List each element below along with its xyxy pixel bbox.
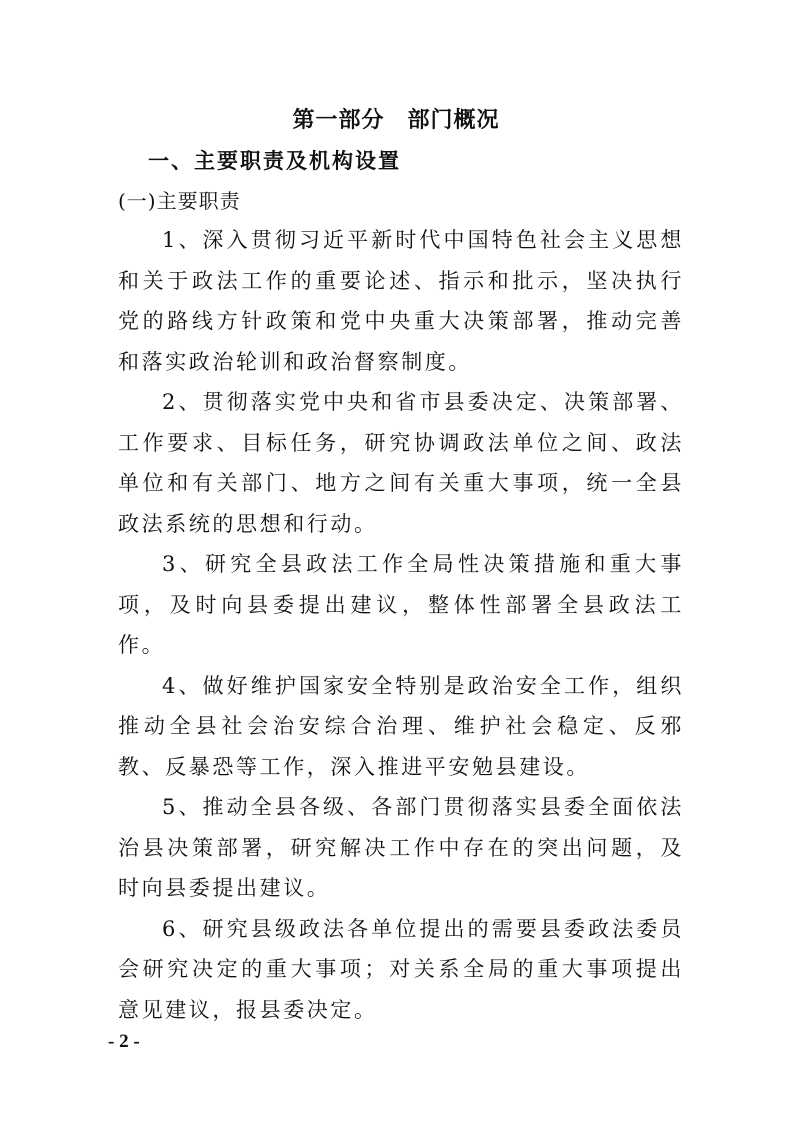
section-heading: 一、主要职责及机构设置 bbox=[148, 148, 401, 173]
paragraph-3: 3、研究全县政法工作全局性决策措施和重大事项，及时向县委提出建议，整体性部署全县政法工作。 bbox=[118, 552, 684, 657]
page-number: - 2 - bbox=[108, 1031, 140, 1052]
paragraph-5: 5、推动全县各级、各部门贯彻落实县委全面依法治县决策部署，研究解决工作中存在的突出问题，及时向县委提出建议。 bbox=[118, 795, 684, 900]
subsection-heading: (一)主要职责 bbox=[118, 189, 241, 213]
paragraph-4: 4、做好维护国家安全特别是政治安全工作，组织推动全县社会治安综合治理、维护社会稳定、反邪教、反暴恐等工作，深入推进平安勉县建设。 bbox=[118, 673, 684, 779]
paragraph-1: 1、深入贯彻习近平新时代中国特色社会主义思想和关于政法工作的重要论述、指示和批示，坚决执行党的路线方针政策和党中央重大决策部署，推动完善和落实政治轮训和政治督察制度。 bbox=[118, 228, 684, 374]
body-text bbox=[118, 220, 684, 1030]
page-title: 第一部分 部门概况 bbox=[292, 108, 500, 133]
paragraph-6: 6、研究县级政法各单位提出的需要县委政法委员会研究决定的重大事项；对关系全局的重大事项提出意见建议，报县委决定。 bbox=[118, 916, 684, 1022]
paragraph-2: 2、贯彻落实党中央和省市县委决定、决策部署、工作要求、目标任务，研究协调政法单位之间、政法单位和有关部门、地方之间有关重大事项，统一全县政法系统的思想和行动。 bbox=[118, 390, 684, 536]
